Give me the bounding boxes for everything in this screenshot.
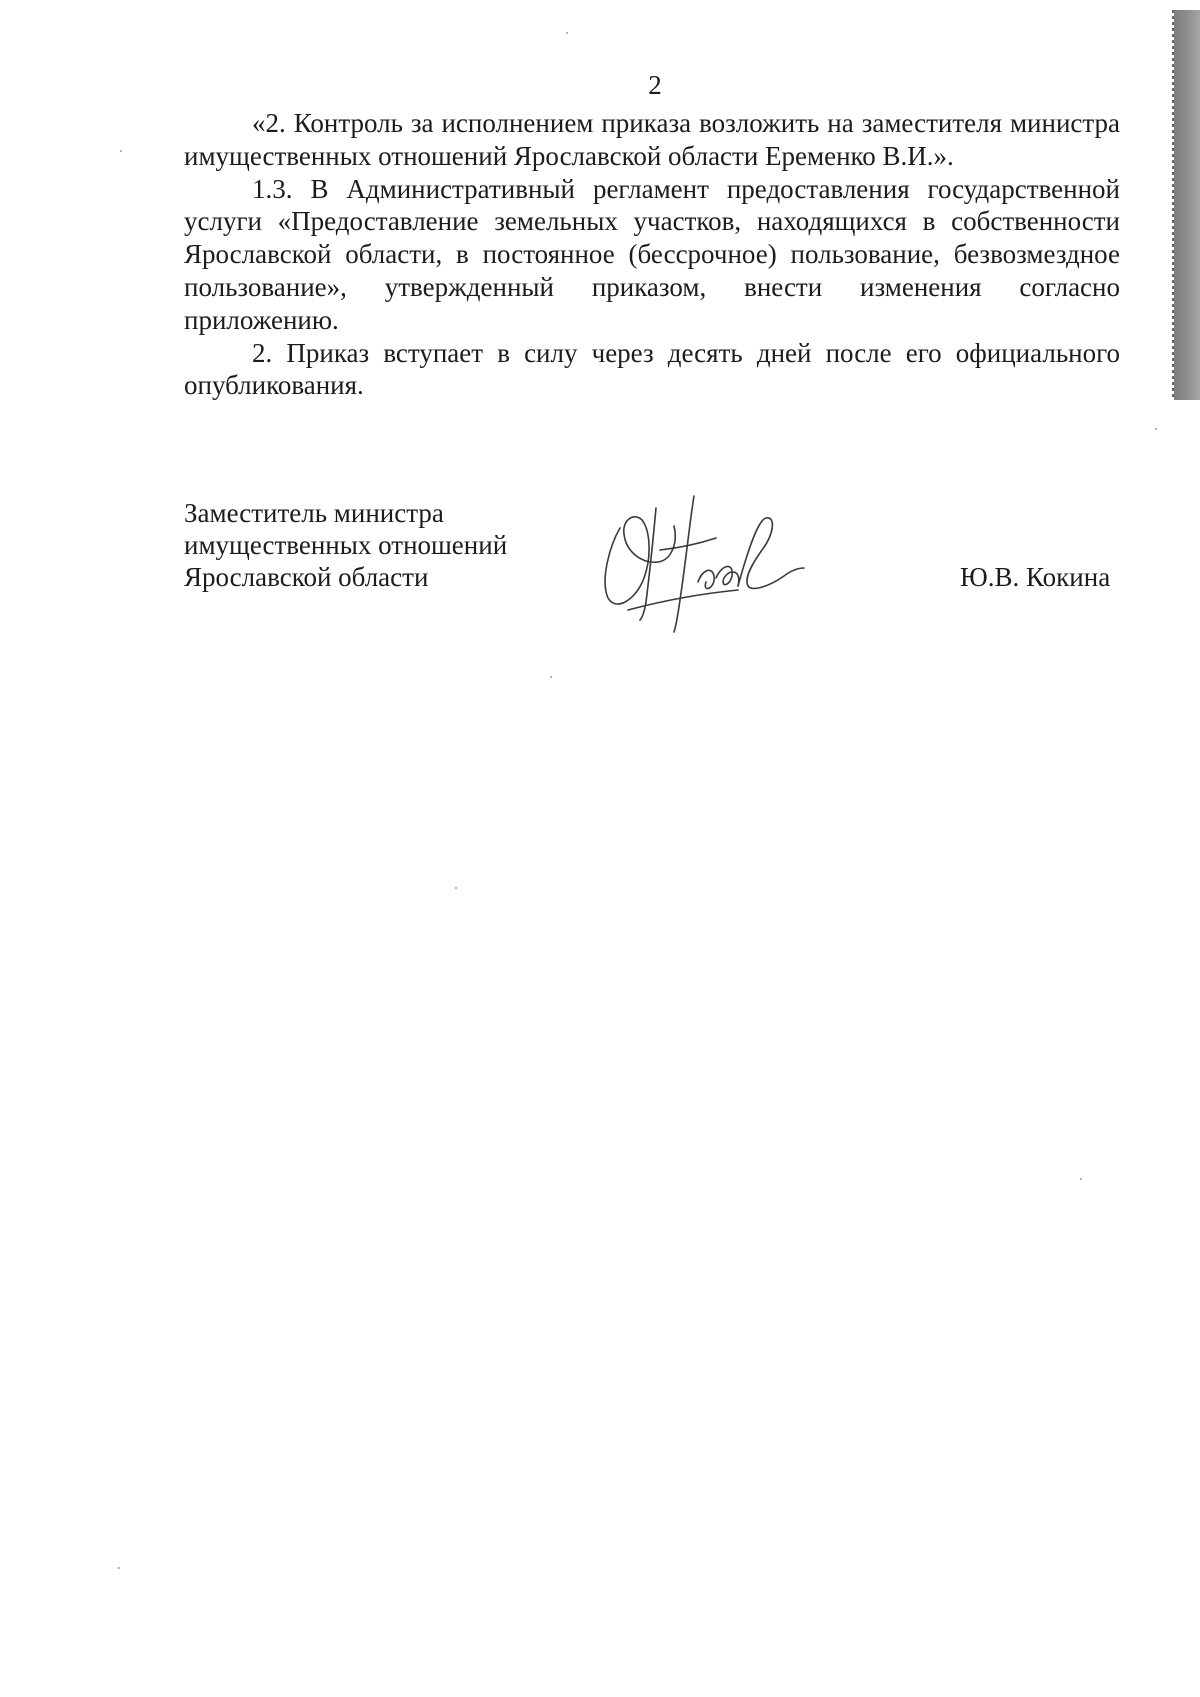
signatory-name: Ю.В. Кокина	[960, 562, 1111, 592]
scan-speck	[118, 1567, 120, 1569]
signatory-position-line: Ярославской области	[184, 562, 429, 592]
scan-speck	[455, 887, 457, 889]
scan-speck	[1155, 428, 1157, 430]
scan-speck	[566, 32, 568, 34]
scan-speck	[1080, 1178, 1082, 1180]
signatory-position-line: имущественных отношений	[184, 530, 508, 560]
scan-speck	[550, 676, 552, 678]
scan-speck	[120, 150, 122, 152]
handwritten-signature	[598, 490, 808, 640]
signatory-position	[184, 497, 507, 593]
paragraph-regulation-amendment: 1.3. В Административный регламент предоставления государственной услуги «Предоставление земельных участков, находящихся в собственности Ярославской области, в постоянное (бессрочное) пользование, безвозмездное пользование», утвержденный приказом, внести изменения согласно приложению.	[184, 173, 1120, 335]
scan-edge-shadow	[1174, 10, 1200, 400]
document-body	[184, 107, 1120, 402]
page-number: 2	[648, 70, 662, 100]
paragraph-control-clause: «2. Контроль за исполнением приказа возложить на заместителя министра имущественных отношений Ярославской области Еременко В.И.».	[184, 108, 1120, 171]
signatory-position-line: Заместитель министра	[184, 498, 444, 528]
paragraph-effective-date: 2. Приказ вступает в силу через десять дней после его официального опубликования.	[184, 337, 1120, 401]
